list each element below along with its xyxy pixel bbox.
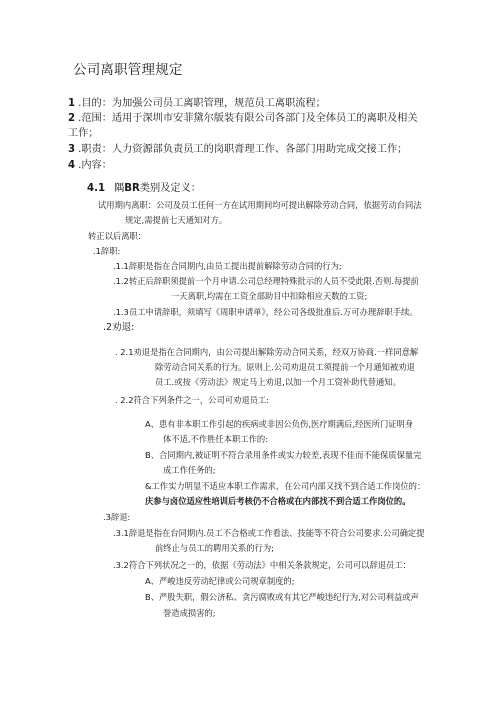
trial-line-1: 试用期内离职：公司及员工任何一方在试用期间均可提出解除劳动合同，依据劳动台同法 xyxy=(98,200,422,210)
persuasion-item-1c: 员工.或按《劳动法》规定马上劝退,以加一个月工资补助代替通知。 xyxy=(155,377,401,387)
resignation-item-2b: 一天离职,均需在工资全部助目中扣除相应天数的工资; xyxy=(171,291,368,301)
subsection-suffix: 类别及定义： xyxy=(139,183,201,194)
resignation-item-1: .1.1辞职是指在合同期内,由员工提出提前解除劳动合同的行为; xyxy=(113,261,342,271)
dismissal-item-2: .3.2符合下列状况之一的，依据《劳动法》中相关条款规定，公司可以辞退员工： xyxy=(113,560,411,570)
dismissal-condition-b-line-1: B、严股失职，假公济私、贪污腐败或有其它严峻违纪行为,对公司利益或声 xyxy=(145,592,419,602)
document-title: 公司离职管理规定 xyxy=(73,62,183,78)
persuasion-item-1b: 除劳动合同关系的行为。原则上.公司劝退员工须提前一个月通知被劝退 xyxy=(155,362,415,372)
regular-heading: 转正以后离职： xyxy=(88,231,147,241)
trial-line-2: 规定,需提前七天通知对方。 xyxy=(125,215,228,225)
dismissal-item-1a: .3.1辞退是指在台同期内.员工不合格或工作看法、技能等不符合公司要求.公司确定提 xyxy=(113,528,425,538)
resignation-item-2a: .1.2转正后辞职须提前一个月申请.公司总经理特殊批示的人员不受此限.否则.每提前 xyxy=(113,276,419,286)
dismissal-heading: .3辞退: xyxy=(103,512,131,522)
section-text: .范围：适用于深圳市安菲黛尔版装有限公司各部门及全体员工的离职及相关工作； xyxy=(68,113,418,139)
section-number: 4 xyxy=(68,160,76,171)
subsection-4-1-heading xyxy=(87,179,201,194)
subsection-number: 4.1 xyxy=(87,183,106,194)
section-responsibility xyxy=(68,142,418,157)
section-purpose xyxy=(68,96,418,111)
persuasion-item-1a: . 2.1劝退是指在合同期内，由公司提出解除劳动合同关系，经双万协商.一样同意解 xyxy=(115,347,419,357)
dismissal-condition-b-line-2: 誉造成损害的; xyxy=(163,608,216,618)
condition-d-line: 庆参与卤位适应性培训后考核仍不合格或在内部找不到合适工作岗位的。 xyxy=(145,496,411,506)
subsection-prefix: 隅 xyxy=(114,183,125,194)
section-content xyxy=(68,158,418,173)
resignation-heading: .1辞职: xyxy=(93,246,121,256)
persuasion-item-2: . 2.2符合下列条件之一，公司可劝退员工: xyxy=(115,395,270,405)
section-number: 1 xyxy=(68,98,76,109)
condition-b-line-1: B、合同期内,被证明不符合录用条件或实力较差,表现不佳而不能保质保量完 xyxy=(145,450,422,460)
section-text: .职责：人力资源部负责员工的岗职膏理工作、各部门用助完成交接工作； xyxy=(78,144,408,155)
condition-b-line-2: 成工作任务的; xyxy=(163,465,216,475)
subsection-bold: BR xyxy=(124,183,140,194)
condition-c-line: &工作实力明显不适应本职工作需求，在公司内部又找不到合适工作岗位的： xyxy=(145,481,426,491)
dismissal-item-1b: 前终止与员工的聘用关系的行为; xyxy=(155,543,274,553)
dismissal-condition-a: A、严峻违反劳动纪律或公司规章制度的; xyxy=(145,576,295,586)
section-number: 3 xyxy=(68,144,76,155)
section-text: .内容： xyxy=(78,160,112,171)
condition-a-line-2: 体不适,不作胜任本职工作的: xyxy=(163,434,268,444)
section-scope xyxy=(68,111,418,141)
persuasion-heading: .2劝退: xyxy=(103,322,135,333)
section-number: 2 xyxy=(68,113,76,124)
section-text: .目的：为加强公司员工离职管理，规范员工离职流程； xyxy=(78,98,326,109)
condition-a-line-1: A、患有非本职工作引起的疾病或非因公负伤,医疗期满后,经医所门证明身 xyxy=(145,419,414,429)
resignation-item-3: .1.3员工申请辞职，须填写《周职申请单》，经公司各级批准后.万可办理辞职手续。 xyxy=(113,307,418,317)
